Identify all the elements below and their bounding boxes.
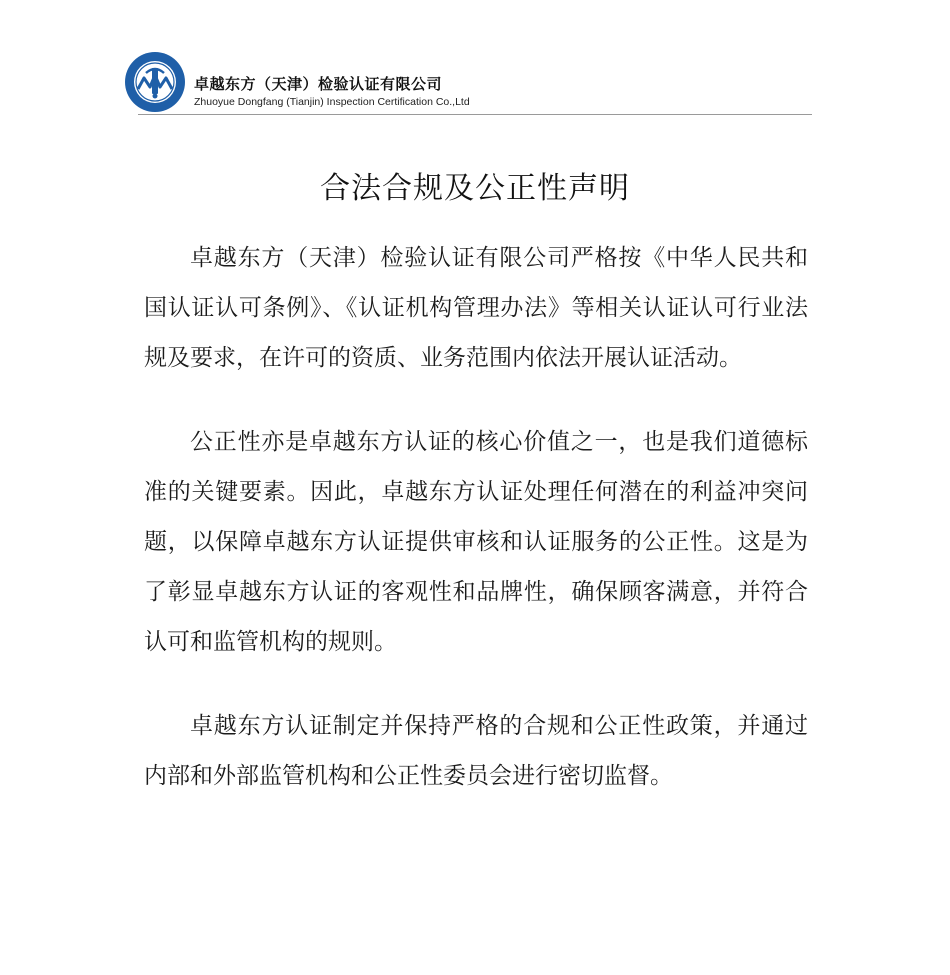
header-divider xyxy=(138,114,812,115)
paragraph-policy-supervision: 卓越东方认证制定并保持严格的合规和公正性政策，并通过内部和外部监管机构和公正性委员会进行密切监督。 xyxy=(144,713,808,789)
document-title: 合法合规及公正性声明 xyxy=(320,171,630,206)
paragraph-legal-compliance: 卓越东方（天津）检验认证有限公司严格按《中华人民共和国认证认可条例》、《认证机构管理办法》等相关认证认可行业法规及要求，在许可的资质、业务范围内依法开展认证活动。 xyxy=(144,245,808,371)
company-logo-icon xyxy=(124,51,186,113)
document-body xyxy=(144,233,808,835)
company-name-chinese: 卓越东方（天津）检验认证有限公司 xyxy=(194,75,443,93)
letterhead xyxy=(124,49,812,113)
paragraph-impartiality: 公正性亦是卓越东方认证的核心价值之一，也是我们道德标准的关键要素。因此，卓越东方认证处理任何潜在的利益冲突问题，以保障卓越东方认证提供审核和认证服务的公正性。这是为了彰显卓越东方认证的客观性和品牌性，确保顾客满意，并符合认可和监管机构的规则。 xyxy=(144,429,808,655)
company-name-english: Zhuoyue Dongfang (Tianjin) Inspection Certification Co.,Ltd xyxy=(194,96,470,108)
